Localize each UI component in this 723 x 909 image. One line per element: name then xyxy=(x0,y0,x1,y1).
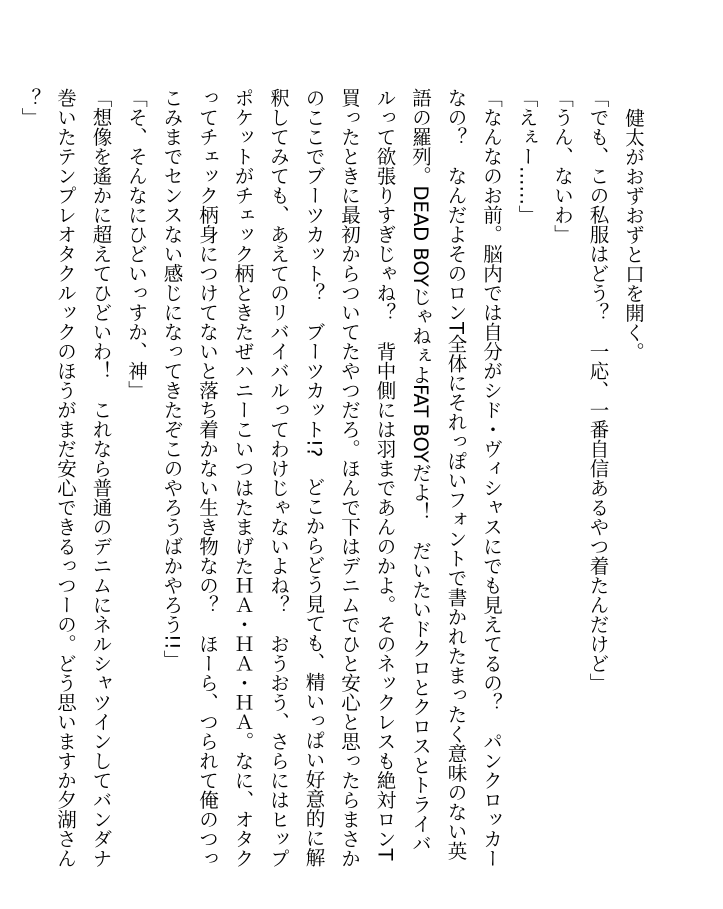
paragraph: 健太がおずおずと口を開く。 xyxy=(622,107,645,361)
paragraph: 「なんなのお前。脳内では自分がシド・ヴィシャスにでも見えてるの？ パンクロッカーなの？ なんだよそのロンT全体にそれっぽいフォントで書かれたまったく意味のない英語の羅列。DEAD BOYじゃねぇよFAT BOYだよ！ だいたいドクロとクロスとトライバルって欲張りすぎじゃね？ 背中側には羽まであんのかよ。そのネックレスも絶対ロンT買ったときに最初からついてたやつだろ。ほんで下はデニムでひと安心と思ったらまさかのここでブーツカット？ ブーツカット!? どこからどう見ても、精いっぱい好意的に解釈してみても、あえてのリバイバルってわけじゃないよね？ おうおう、さらにはヒップポケットがチェック柄ときたぜハニーこいつはたまげたＨＡ・ＨＡ・ＨＡ。なに、オタクってチェック柄身につけてないと落ち着かない生き物なの？ ほーら、つられて俺のつっこみまでセンスない感じになってきたぞこのやろうばかやろう!!」 xyxy=(160,88,503,868)
paragraph: 「でも、この私服はどう？ 一応、一番自信あるやつ着たんだけど」 xyxy=(586,88,610,693)
paragraph: 「想像を遙かに超えてひどいわ！ これなら普通のデニムにネルシャツインしてバンダナ巻いたテンプレオタクルックのほうがまだ安心できるっつーの。どう思いますか夕湖さん？」 xyxy=(18,88,113,868)
paragraph: 「えぇー……」 xyxy=(515,88,539,225)
vertical-text-block xyxy=(18,88,651,868)
paragraph: 「うん、ないわ」 xyxy=(551,88,574,244)
paragraph: 「そ、そんなにひどいっすか、神」 xyxy=(125,88,148,400)
